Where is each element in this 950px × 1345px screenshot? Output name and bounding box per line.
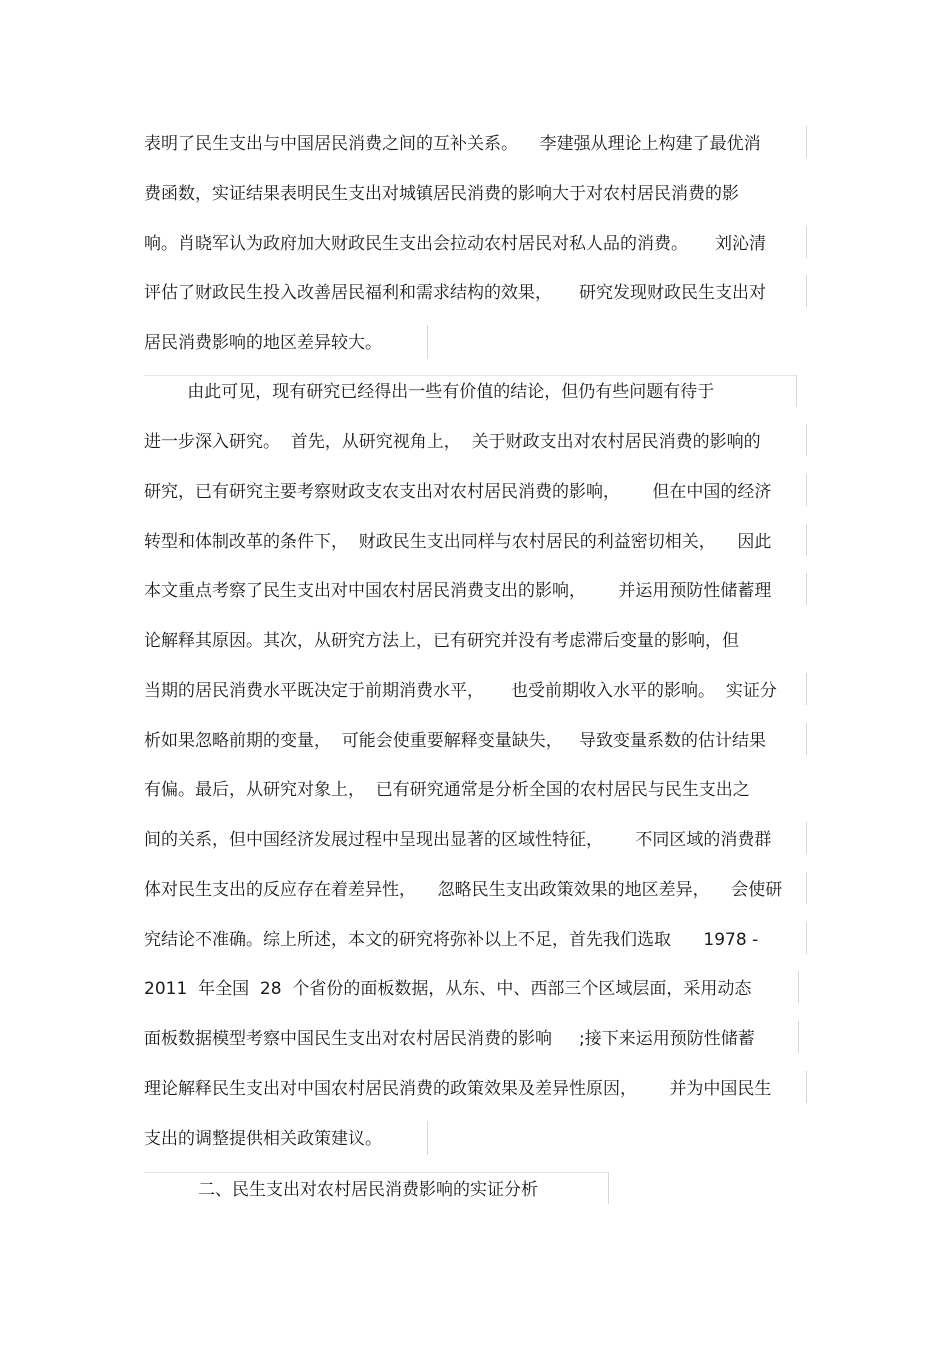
paragraph-line: 当期的居民消费水平既决定于前期消费水平， 也受前期收入水平的影响。 实证分: [144, 681, 777, 701]
section-rule: [144, 1172, 608, 1173]
line-edge-marker: [806, 922, 807, 954]
line-edge-marker: [806, 424, 807, 456]
paragraph-line: 支出的调整提供相关政策建议。: [144, 1129, 382, 1149]
paragraph-line: 研究，已有研究主要考察财政支农支出对农村居民消费的影响， 但在中国的经济: [144, 482, 772, 502]
paragraph-line: 究结论不准确。综上所述，本文的研究将弥补以上不足，首先我们选取 1978 -: [144, 930, 759, 950]
paragraph-line: 表明了民生支出与中国居民消费之间的互补关系。 李建强从理论上构建了最优消: [144, 134, 761, 154]
paragraph-line: 2011 年全国 28 个省份的面板数据，从东、中、西部三个区域层面，采用动态: [144, 979, 752, 999]
paragraph-line: 评估了财政民生投入改善居民福利和需求结构的效果， 研究发现财政民生支出对: [144, 283, 767, 303]
paragraph-line: 理论解释民生支出对中国农村居民消费的政策效果及差异性原因， 并为中国民生: [144, 1079, 772, 1099]
line-edge-marker: [806, 673, 807, 705]
line-edge-marker: [806, 723, 807, 755]
line-edge-marker: [806, 126, 807, 158]
paragraph-line: 间的关系，但中国经济发展过程中呈现出显著的区域性特征， 不同区域的消费群: [144, 830, 772, 850]
line-edge-marker: [806, 226, 807, 258]
paragraph-line: 响。肖晓军认为政府加大财政民生支出会拉动农村居民对私人品的消费。 刘沁清: [144, 234, 767, 254]
paragraph-line: 论解释其原因。其次，从研究方法上，已有研究并没有考虑滞后变量的影响，但: [144, 631, 739, 651]
paragraph-line: 析如果忽略前期的变量， 可能会使重要解释变量缺失， 导致变量系数的估计结果: [144, 731, 767, 751]
paragraph-line: 由此可见，现有研究已经得出一些有价值的结论，但仍有些问题有待于: [144, 382, 715, 402]
paragraph-line: 费函数，实证结果表明民生支出对城镇居民消费的影响大于对农村居民消费的影: [144, 184, 739, 204]
paragraph-line: 进一步深入研究。 首先，从研究视角上， 关于财政支出对农村居民消费的影响的: [144, 432, 761, 452]
paragraph-rule: [144, 375, 796, 376]
line-edge-marker: [806, 1071, 807, 1103]
paragraph-line: 面板数据模型考察中国民生支出对农村居民消费的影响 ;接下来运用预防性储蓄: [144, 1029, 755, 1049]
line-edge-marker: [798, 1021, 799, 1053]
line-edge-marker: [798, 971, 799, 1003]
line-edge-marker: [806, 573, 807, 605]
line-edge-marker: [427, 325, 428, 359]
line-edge-marker: [806, 474, 807, 506]
paragraph-line: 本文重点考察了民生支出对中国农村居民消费支出的影响， 并运用预防性储蓄理: [144, 581, 772, 601]
paragraph-line: 体对民生支出的反应存在着差异性， 忽略民生支出政策效果的地区差异， 会使研: [144, 880, 783, 900]
line-edge-marker: [427, 1121, 428, 1155]
section-heading: 二、民生支出对农村居民消费影响的实证分析: [144, 1180, 539, 1200]
paragraph-line: 居民消费影响的地区差异较大。: [144, 333, 382, 353]
line-edge-marker: [806, 822, 807, 854]
line-edge-marker: [806, 872, 807, 904]
line-edge-marker: [796, 375, 797, 407]
line-edge-marker: [806, 275, 807, 307]
line-edge-marker: [608, 1172, 609, 1204]
paragraph-line: 转型和体制改革的条件下， 财政民生支出同样与农村居民的利益密切相关， 因此: [144, 532, 772, 552]
paragraph-line: 有偏。最后，从研究对象上， 已有研究通常是分析全国的农村居民与民生支出之: [144, 780, 750, 800]
line-edge-marker: [806, 524, 807, 556]
